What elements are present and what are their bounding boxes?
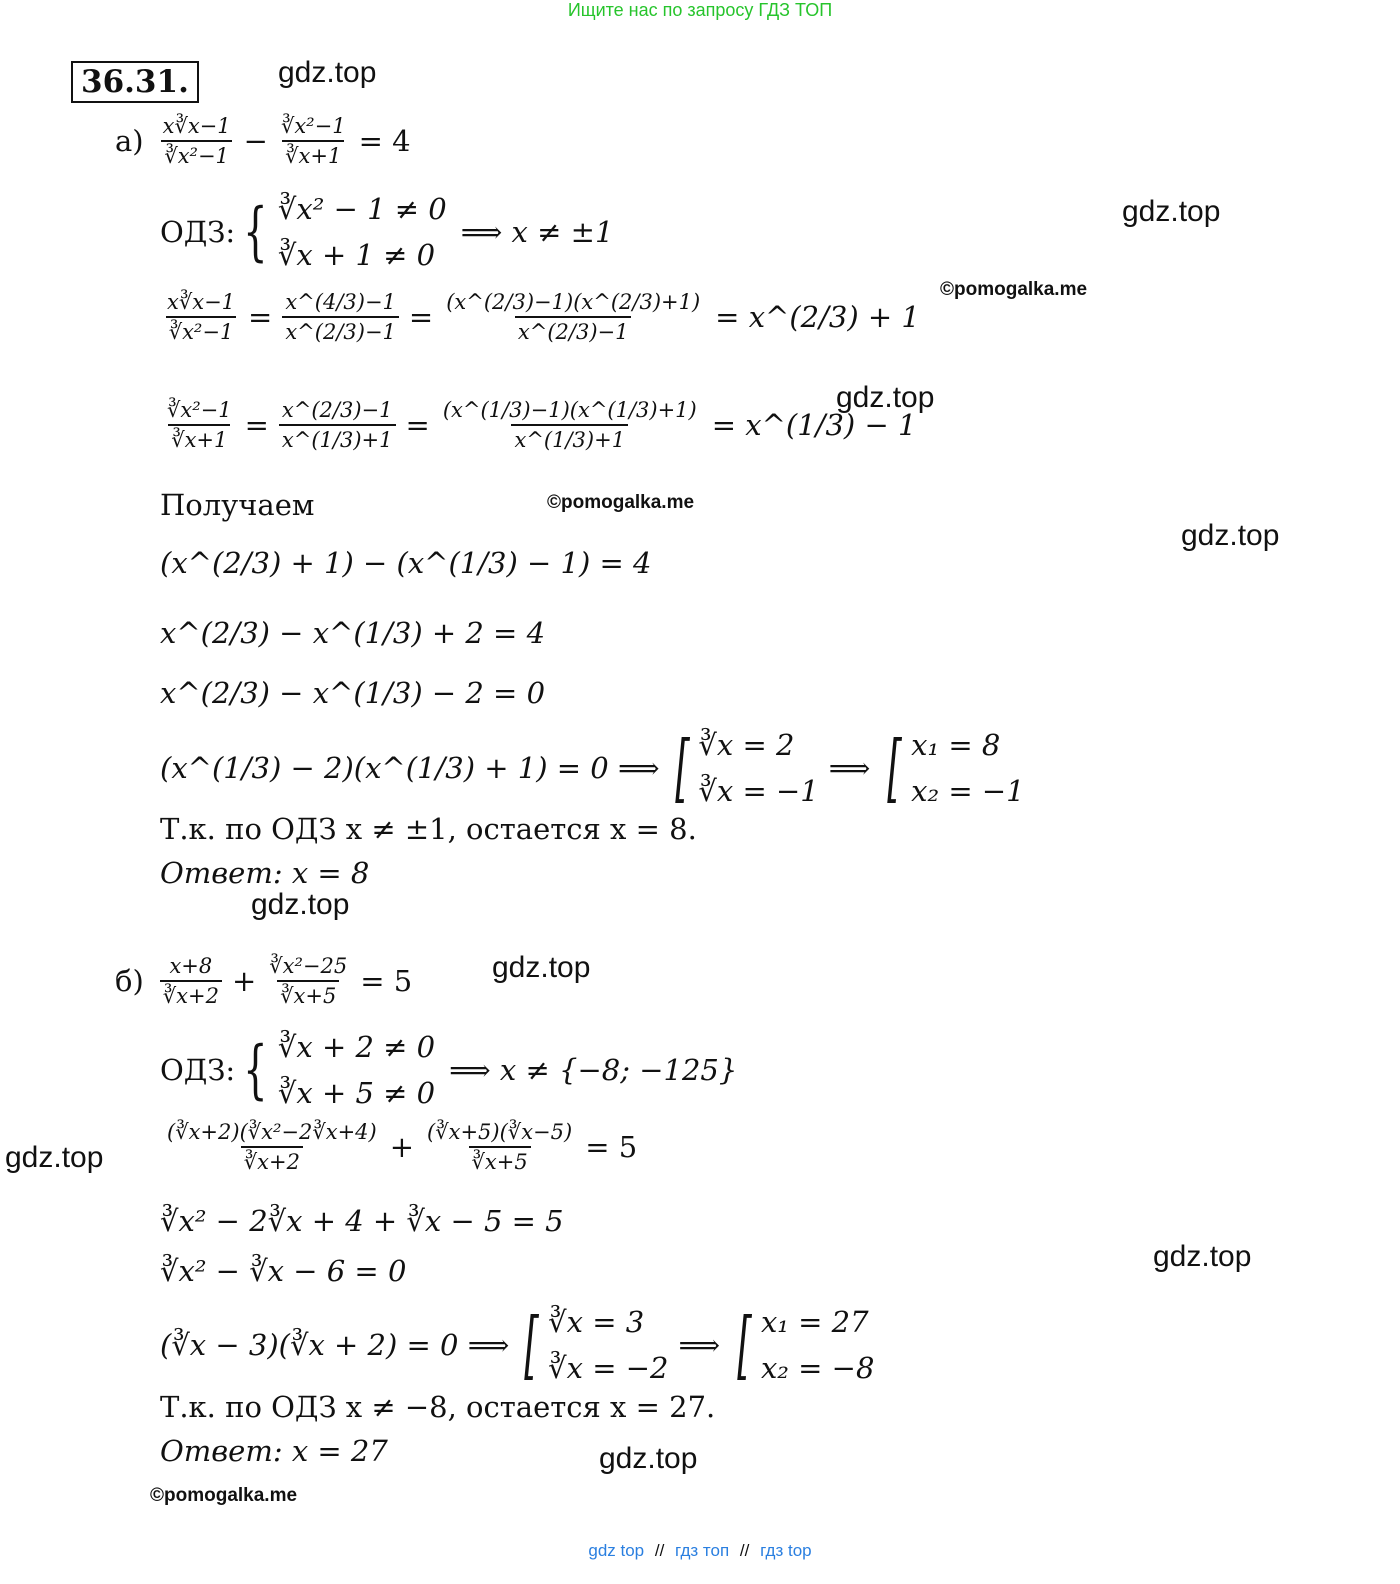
- factor-lhs: (∛x − 3)(∛x + 2) = 0 ⟹: [160, 1328, 510, 1362]
- fraction: [160, 112, 234, 170]
- numerator: (x^(2/3)−1)(x^(2/3)+1): [446, 290, 701, 314]
- math-line: x^(2/3) − x^(1/3) + 2 = 4: [160, 616, 546, 650]
- result: = x^(2/3) + 1: [715, 300, 920, 334]
- odz-result: ⟹ x ≠ ±1: [460, 215, 614, 249]
- numerator: (∛x+2)(∛x²−2∛x+4): [167, 1120, 377, 1144]
- set-line: ∛x = 2: [698, 728, 795, 762]
- watermark-gdz: gdz.top: [836, 381, 935, 414]
- math-line: ∛x² − 2∛x + 4 + ∛x − 5 = 5: [160, 1204, 564, 1238]
- footer-link[interactable]: гдз top: [760, 1541, 812, 1560]
- set-line: x₁ = 8: [911, 728, 1001, 762]
- footer-link[interactable]: гдз топ: [675, 1541, 730, 1560]
- operator: +: [231, 964, 257, 998]
- set-line: x₁ = 27: [760, 1305, 869, 1339]
- denominator: ∛x+5: [277, 980, 339, 1010]
- answer-label: Ответ: [160, 856, 273, 890]
- footer-separator: //: [739, 1541, 750, 1560]
- watermark-gdz: gdz.top: [1181, 519, 1280, 552]
- math-line: x^(2/3) − x^(1/3) − 2 = 0: [160, 676, 546, 710]
- watermark-gdz: gdz.top: [599, 1442, 698, 1475]
- answer: [160, 856, 369, 890]
- numerator: x∛x−1: [162, 114, 231, 138]
- odz-line: ∛x + 1 ≠ 0: [277, 238, 436, 272]
- footer-link[interactable]: gdz top: [588, 1541, 645, 1560]
- watermark-gdz: gdz.top: [1122, 195, 1221, 228]
- arrow: ⟹: [678, 1328, 721, 1362]
- set-line: x₂ = −1: [911, 774, 1025, 808]
- watermark-gdz: gdz.top: [1153, 1240, 1252, 1273]
- numerator: (x^(1/3)−1)(x^(1/3)+1): [442, 398, 697, 422]
- math-line: ∛x² − ∛x − 6 = 0: [160, 1254, 407, 1288]
- rhs: = 4: [358, 124, 411, 158]
- denominator: ∛x+1: [282, 140, 344, 170]
- numerator: (∛x+5)(∛x−5): [427, 1120, 573, 1144]
- problem-number: 36.31.: [71, 61, 199, 103]
- answer-label: Ответ: [160, 1434, 273, 1468]
- odz-label: ОДЗ:: [160, 215, 236, 249]
- brace-icon: {: [243, 195, 268, 269]
- denominator: x^(2/3)−1: [282, 316, 399, 346]
- result: = x^(1/3) − 1: [711, 408, 917, 442]
- denominator: ∛x+2: [160, 980, 222, 1010]
- answer-value: : x = 8: [272, 856, 370, 890]
- part-a-step2: $\frac{\text{∛x²−1}}{∛x+1}$ = $\frac{x\^{}(2/3)-1}{x\^{}(1/3)+1}$ = $\frac{(x\^{}(1/3)-1)(x\^{}(1/3)+1)}{x\^{}(1/3)+1}$ = x^(1/3) − 1: [160, 396, 916, 454]
- part-a-factor-line: [160, 722, 1025, 814]
- factor-lhs: (x^(1/3) − 2)(x^(1/3) + 1) = 0 ⟹: [160, 751, 660, 785]
- odz-label: ОДЗ:: [160, 1053, 236, 1087]
- part-a-label: а): [115, 124, 144, 158]
- conclusion: Т.к. по ОДЗ x ≠ −8, остается x = 27.: [160, 1390, 716, 1424]
- denominator: ∛x+2: [241, 1146, 303, 1176]
- watermark-gdz: gdz.top: [278, 56, 377, 89]
- operator: +: [389, 1130, 415, 1164]
- part-b-odz: [160, 1024, 737, 1116]
- watermark-gdz: gdz.top: [492, 951, 591, 984]
- bracket-icon: [: [524, 1302, 539, 1388]
- rhs: = 5: [360, 964, 413, 998]
- denominator: ∛x²−1: [161, 140, 232, 170]
- watermark-pomogalka: ©pomogalka.me: [547, 492, 695, 513]
- part-b-label: б): [115, 964, 144, 998]
- part-b-equation: [115, 952, 412, 1010]
- math-line: (x^(2/3) + 1) − (x^(1/3) − 1) = 4: [160, 546, 652, 580]
- numerator: x+8: [169, 954, 213, 978]
- fraction: [278, 112, 349, 170]
- conclusion: Т.к. по ОДЗ x ≠ ±1, остается x = 8.: [160, 812, 697, 846]
- get-label: Получаем: [160, 488, 315, 522]
- part-b-factor-line: [160, 1299, 874, 1391]
- numerator: x∛x−1: [167, 290, 236, 314]
- footer-separator: //: [654, 1541, 665, 1560]
- odz-result: ⟹ x ≠ {−8; −125}: [449, 1053, 738, 1087]
- part-b-step1: [160, 1118, 637, 1176]
- set-line: ∛x = −1: [698, 774, 819, 808]
- part-a-odz: [160, 186, 613, 278]
- numerator: x^(2/3)−1: [281, 398, 393, 422]
- denominator: x^(1/3)+1: [511, 424, 628, 454]
- set-line: ∛x = −2: [548, 1351, 669, 1385]
- watermark-pomogalka: ©pomogalka.me: [940, 279, 1088, 300]
- denominator: x^(2/3)−1: [515, 316, 632, 346]
- bracket-icon: [: [737, 1302, 752, 1388]
- set-line: x₂ = −8: [760, 1351, 875, 1385]
- odz-line: ∛x² − 1 ≠ 0: [277, 192, 447, 226]
- watermark-gdz: gdz.top: [5, 1141, 104, 1174]
- rhs: = 5: [585, 1130, 638, 1164]
- watermark-gdz: gdz.top: [251, 888, 350, 921]
- footer-links: [0, 1541, 1400, 1561]
- bracket-icon: [: [887, 725, 902, 811]
- part-a-step1: $\frac{x∛x-1}{\text{∛x²−1}}$ = $\frac{x\^{}(4/3)-1}{x\^{}(2/3)-1}$ = $\frac{(x\^{}(2/3)-1)(x\^{}(2/3)+1)}{x\^{}(2/3)-1}$ = x^(2/3) + 1: [160, 288, 920, 346]
- numerator: ∛x²−25: [269, 954, 348, 978]
- top-banner[interactable]: Ищите нас по запросу ГДЗ ТОП: [567, 0, 833, 20]
- odz-system: [235, 186, 447, 278]
- odz-line: ∛x + 5 ≠ 0: [277, 1076, 436, 1110]
- watermark-pomogalka: ©pomogalka.me: [150, 1485, 298, 1506]
- bracket-icon: [: [674, 725, 690, 811]
- part-a-equation: [115, 112, 411, 170]
- numerator: ∛x²−1: [167, 398, 232, 422]
- set-line: ∛x = 3: [548, 1305, 645, 1339]
- denominator: ∛x²−1: [166, 316, 237, 346]
- denominator: x^(1/3)+1: [279, 424, 396, 454]
- arrow: ⟹: [828, 751, 871, 785]
- answer: [160, 1434, 388, 1468]
- operator: −: [243, 124, 268, 158]
- denominator: ∛x+1: [168, 424, 230, 454]
- answer-value: : x = 27: [272, 1434, 388, 1468]
- numerator: ∛x²−1: [280, 114, 346, 138]
- odz-line: ∛x + 2 ≠ 0: [277, 1030, 436, 1064]
- brace-icon: {: [243, 1033, 268, 1107]
- denominator: ∛x+5: [469, 1146, 531, 1176]
- numerator: x^(4/3)−1: [285, 290, 396, 314]
